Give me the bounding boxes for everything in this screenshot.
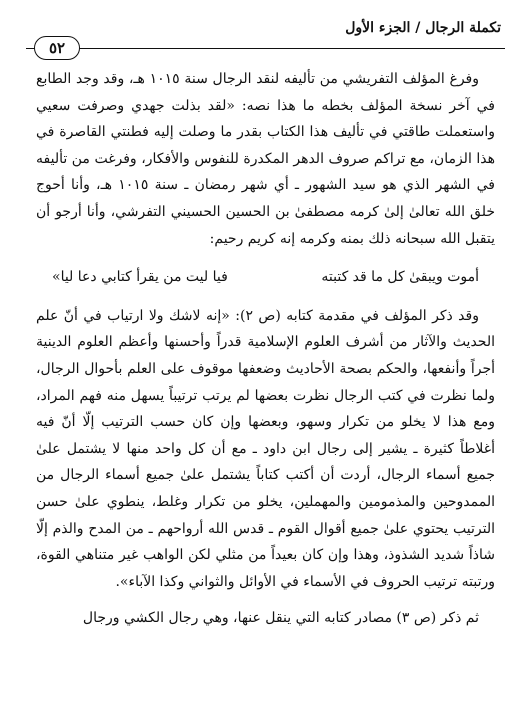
header-rule <box>26 48 505 49</box>
verse-first-hemistich: أموت ويبقىٰ كل ما قد كتبته <box>321 269 479 286</box>
paragraph-2: وقد ذكر المؤلف في مقدمة كتابه (ص ٢): «إنه لاشك ولا ارتياب في أنّ علم الحديث والآثار من أشرف العلوم الإسلامية قدراً وأحسنها وأعظم العلوم الدينية أجراً وأنفعها، والحكم بصحة الأحاديث وضعفها موقوف على العلم بأحوال الرجال، ولما نظرت في كتب الرجال نظرت بعضها لم يرتب ترتيباً يسهل منه فهم المراد، ومع هذا لا يخلو من تكرار وسهو، وبعضها وإن كان حسب الترتيب إلّا أنّ فيه أغلاطاً كثيرة ـ يشير إلى رجال ابن داود ـ مع أن كل واحد منها لا يشتمل علىٰ جميع أسماء الرجال، أردت أن أكتب كتاباً يشتمل علىٰ جميع أسماء الرجال من الممدوحين والمذمومين والمهملين، يخلو من تكرار وغلط، ينطوي علىٰ حسن الترتيب يحتوي علىٰ جميع أقوال القوم ـ قدس الله أرواحهم ـ من المدح والذم إلّا شاذاً شديد الشذوذ، وهذا وإن كان بعيداً من مثلي لكن الواهب غير متناهي القوة، ورتبته ترتيب الحروف في الأسماء في الأوائل والثواني وكذا الآباء». <box>36 307 495 590</box>
running-title: تكملة الرجال / الجزء الأول <box>345 20 501 36</box>
page-number: ٥٢ <box>34 36 80 60</box>
page-body <box>36 66 495 632</box>
paragraph-3: ثم ذكر (ص ٣) مصادر كتابه التي ينقل عنها، وهي رجال الكشي ورجال <box>82 610 479 627</box>
paragraph-1: وفرغ المؤلف التفريشي من تأليفه لنقد الرجال سنة ١٠١٥ هـ، وقد وجد الطابع في آخر نسخة المؤلف بخطه ما هذا نصه: «لقد بذلت جهدي وصرفت سعيي واستعملت طاقتي في تأليف هذا الكتاب بقدر ما وصلت إليه فطنتي القاصرة في هذا الزمان، مع تراكم صروف الدهر المكدرة للنفوس والأفكار، وفرغت من تأليفه في الشهر الذي هو سيد الشهور ـ أي شهر رمضان ـ سنة ١٠١٥ هـ، وأنا أحوج خلق الله تعالىٰ إلىٰ كرمه مصطفىٰ بن الحسين الحسيني التفرشي، وأنا أرجو أن يتقبل الله سبحانه ذلك بمنه وكرمه إنه كريم رحيم: <box>36 71 495 247</box>
page-header <box>26 14 505 58</box>
paragraph-gap <box>36 595 495 605</box>
verse <box>52 264 479 291</box>
verse-second-hemistich: فيا ليت من يقرأ كتابي دعا ليا» <box>52 269 228 286</box>
